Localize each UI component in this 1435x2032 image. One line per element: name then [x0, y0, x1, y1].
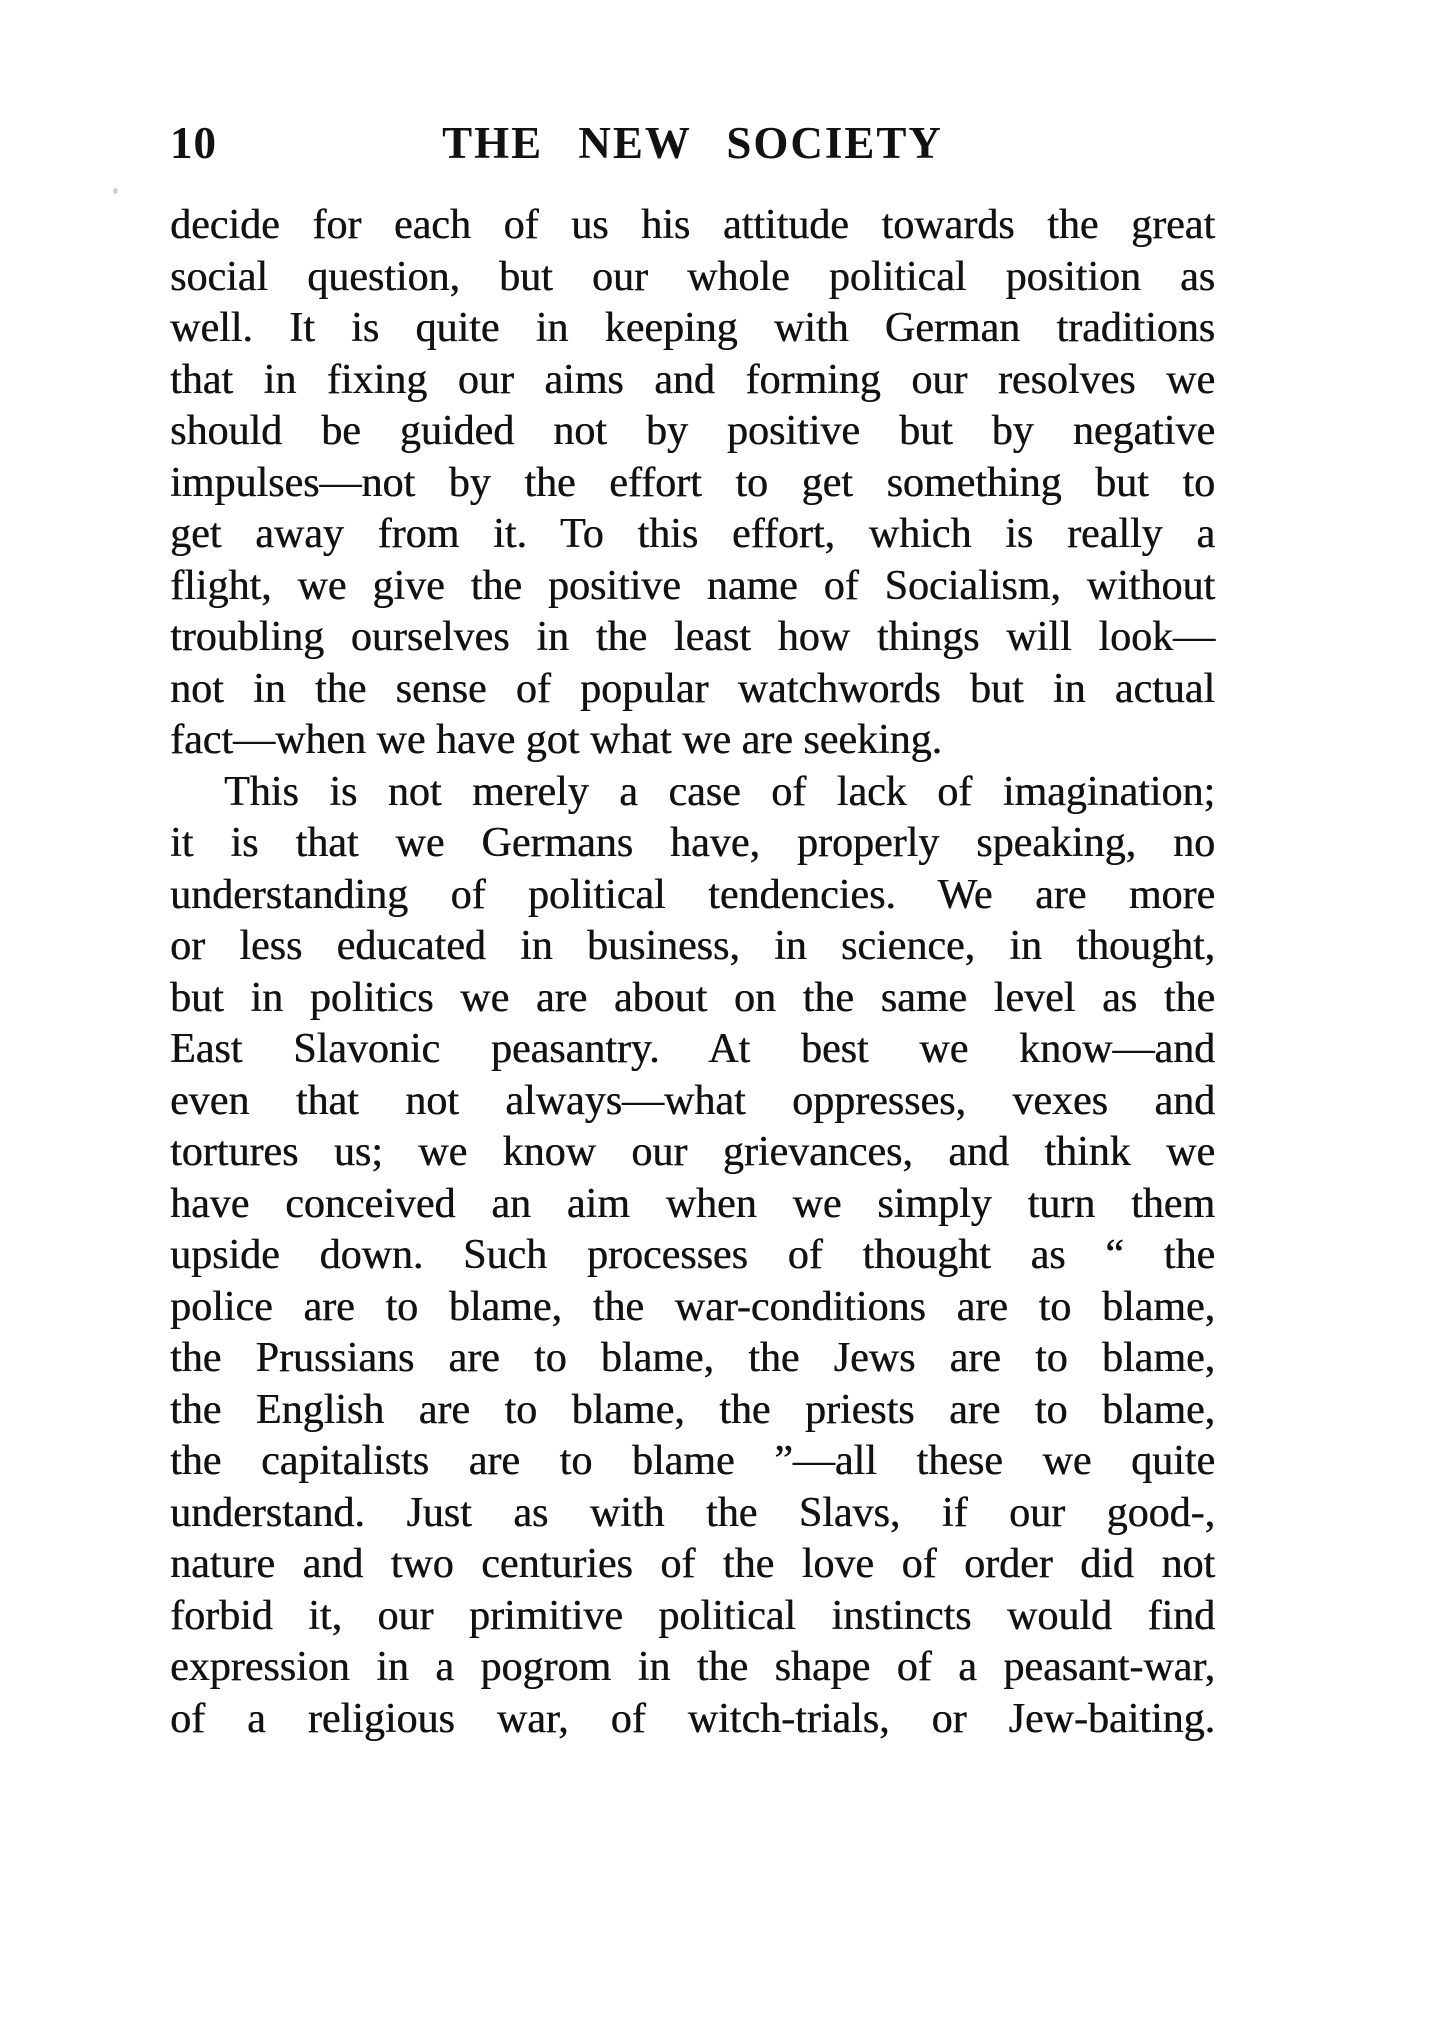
- paragraph-continuation: [170, 200, 1215, 767]
- text-line: social question, but our whole political position as: [170, 253, 1215, 300]
- text-line: or less educated in business, in science, in thought,: [170, 923, 1215, 969]
- text-line: but in politics we are about on the same level as the: [170, 974, 1215, 1021]
- text-line: fact—when we have got what we are seeking.: [170, 717, 943, 763]
- text-line: decide for each of us his attitude towards the great: [170, 202, 1215, 248]
- text-line: nature and two centuries of the love of order did not: [170, 1541, 1215, 1587]
- text-line: that in fixing our aims and forming our resolves we: [170, 356, 1215, 403]
- paragraph-second: [170, 767, 1215, 1746]
- text-line: should be guided not by positive but by negative: [170, 408, 1215, 454]
- running-title: THE NEW SOCIETY: [442, 118, 943, 168]
- text-line: impulses—not by the effort to get something but to: [170, 459, 1215, 506]
- text-line: get away from it. To this effort, which is really a: [170, 511, 1215, 557]
- text-line: East Slavonic peasantry. At best we know—and: [170, 1026, 1215, 1072]
- text-line: troubling ourselves in the least how things will look—: [170, 614, 1215, 660]
- text-line: tortures us; we know our grievances, and think we: [170, 1129, 1215, 1175]
- text-line: understanding of political tendencies. We are more: [170, 871, 1215, 918]
- text-line: of a religious war, of witch-trials, or Jew-baiting.: [170, 1695, 1215, 1742]
- page-number: 10: [170, 118, 217, 168]
- body-text: [170, 200, 1215, 1745]
- scan-speck: [113, 188, 118, 194]
- text-line: have conceived an aim when we simply turn them: [170, 1180, 1215, 1227]
- text-line: understand. Just as with the Slavs, if our good-,: [170, 1489, 1215, 1536]
- text-line: the capitalists are to blame ”—all these we quite: [170, 1438, 1215, 1484]
- text-line: even that not always—what oppresses, vexes and: [170, 1077, 1215, 1124]
- text-line: well. It is quite in keeping with German traditions: [170, 305, 1215, 351]
- text-line: it is that we Germans have, properly speaking, no: [170, 820, 1215, 866]
- text-line: This is not merely a case of lack of imagination;: [224, 768, 1215, 815]
- text-line: flight, we give the positive name of Socialism, without: [170, 562, 1215, 609]
- text-line: upside down. Such processes of thought as “ the: [170, 1232, 1215, 1278]
- text-line: forbid it, our primitive political instincts would find: [170, 1592, 1215, 1639]
- page-header: [170, 116, 1215, 170]
- text-line: not in the sense of popular watchwords but in actual: [170, 665, 1215, 712]
- text-line: police are to blame, the war-conditions are to blame,: [170, 1283, 1215, 1330]
- text-line: the English are to blame, the priests are to blame,: [170, 1386, 1215, 1433]
- text-line: the Prussians are to blame, the Jews are to blame,: [170, 1335, 1215, 1381]
- text-line: expression in a pogrom in the shape of a peasant-war,: [170, 1644, 1215, 1690]
